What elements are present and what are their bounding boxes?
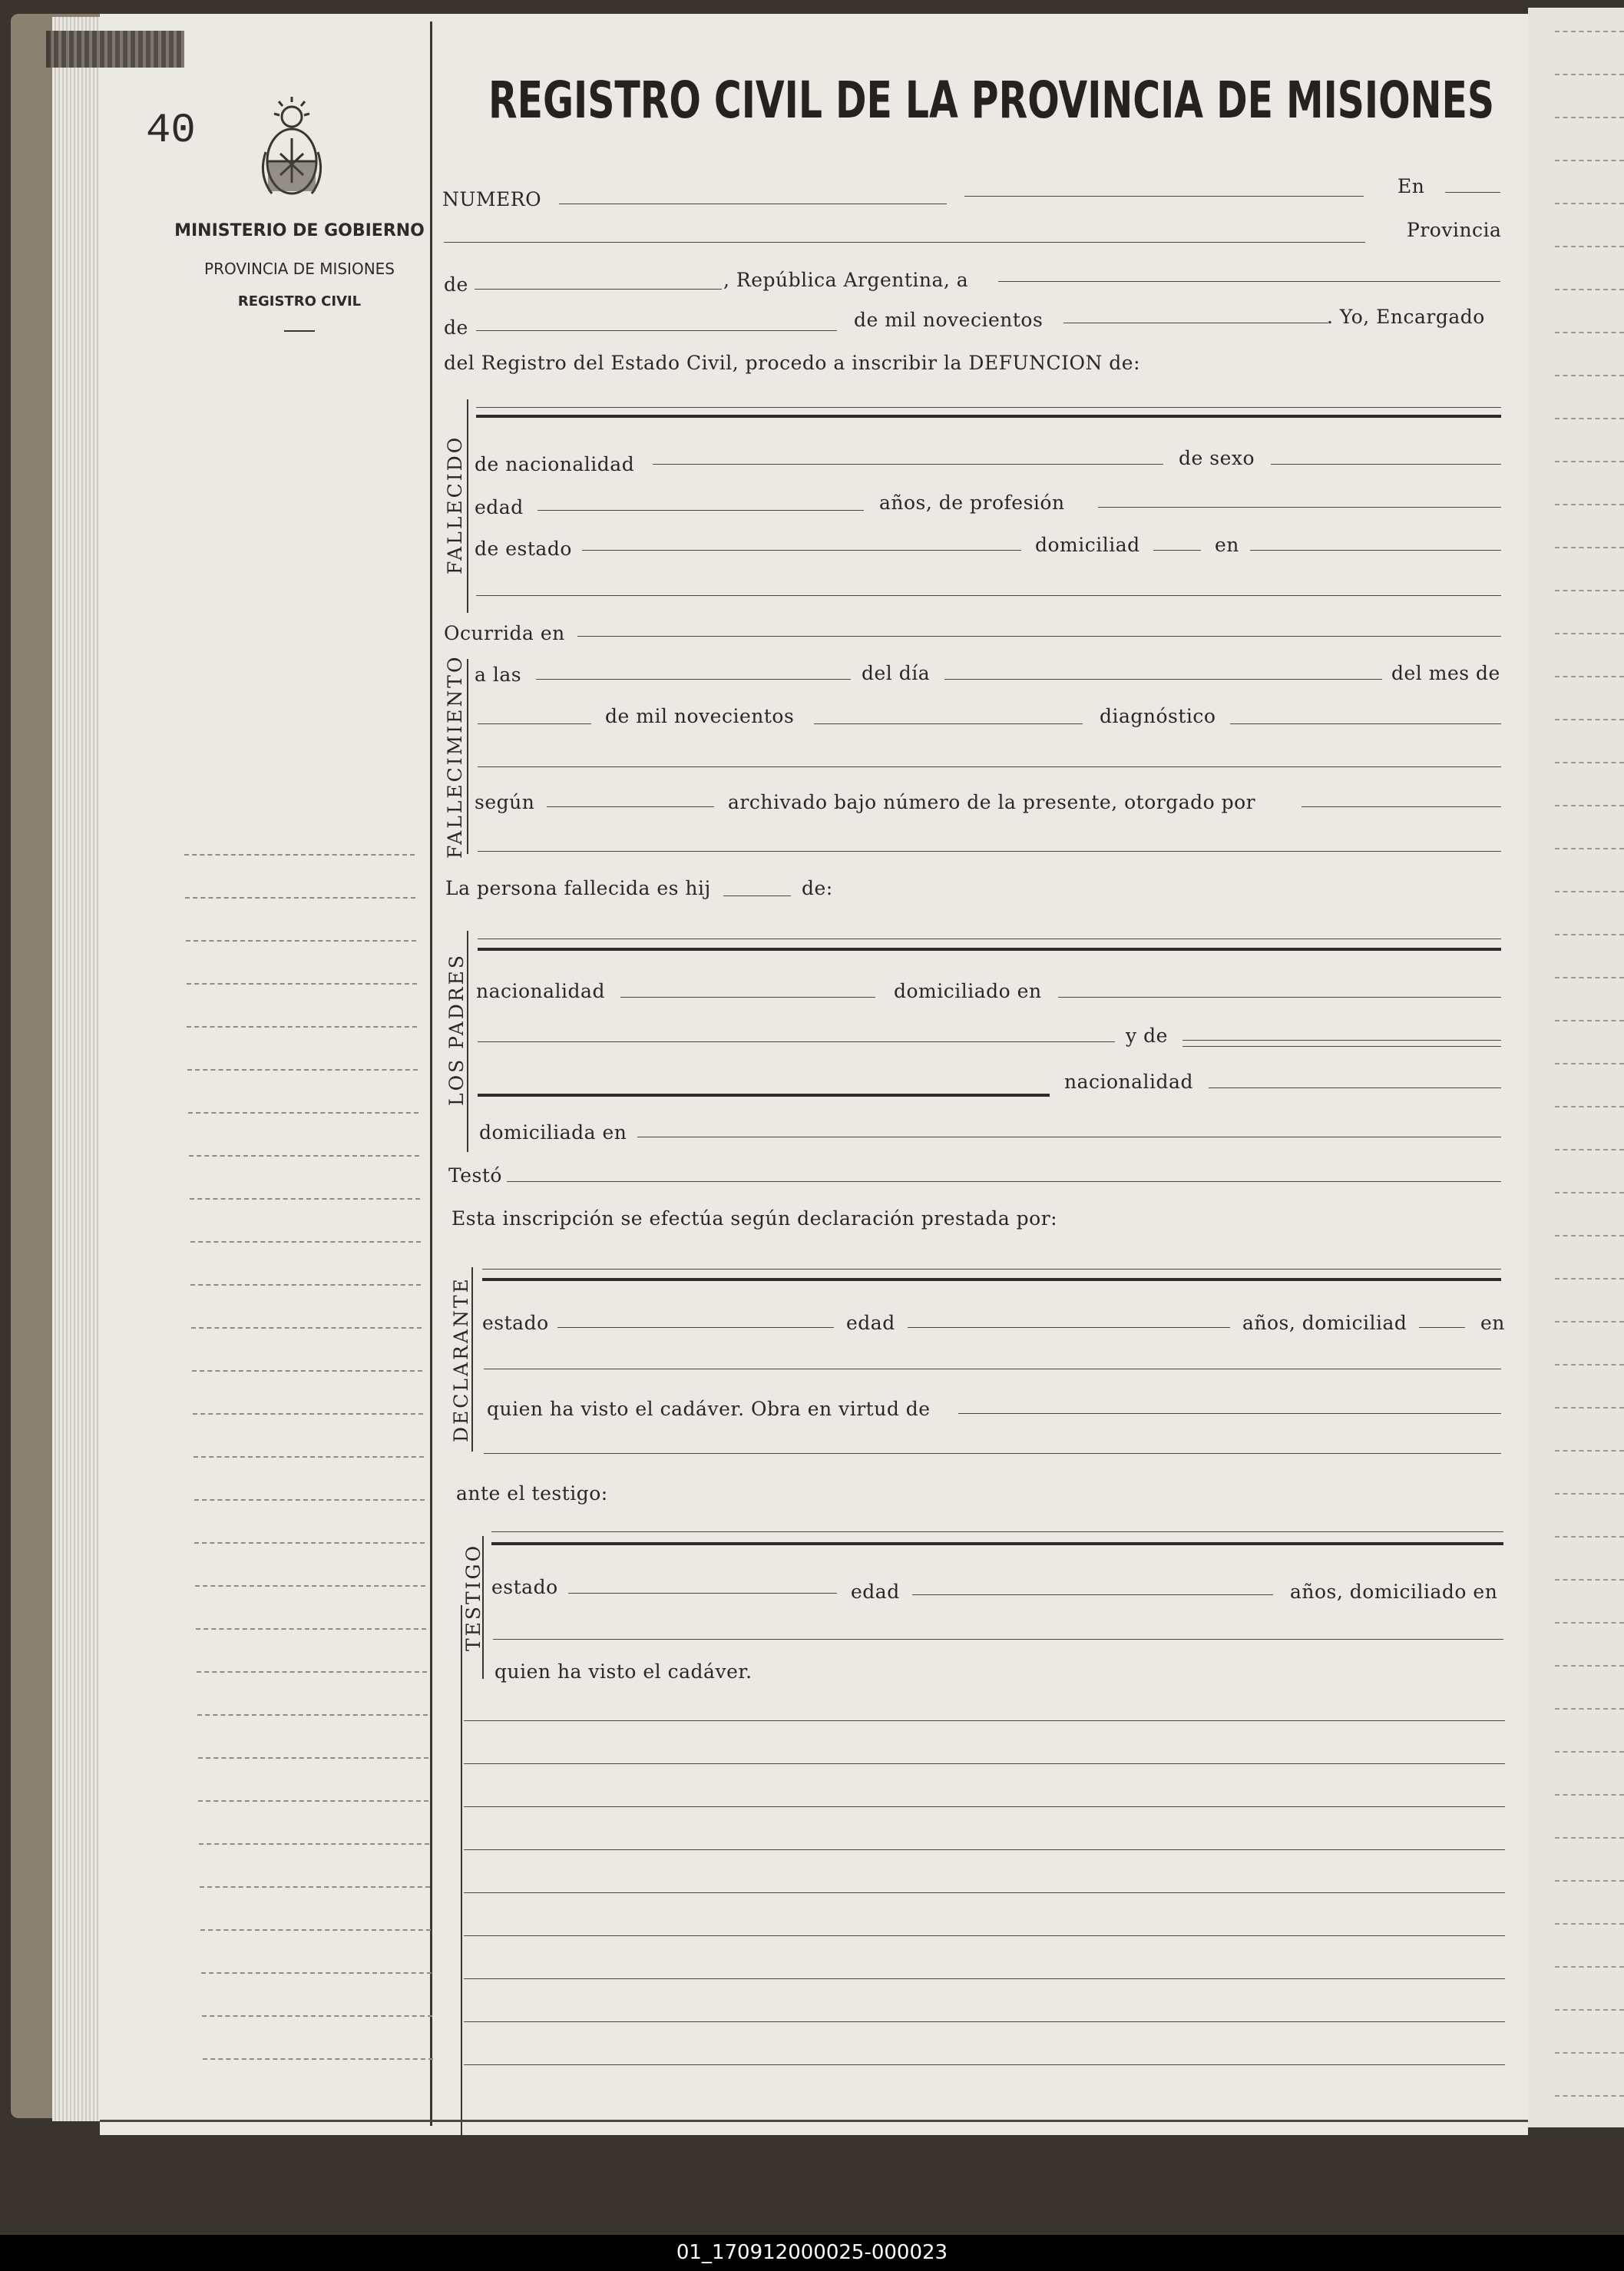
margin-line (195, 1585, 425, 1587)
testigo-intro-label: ante el testigo: (456, 1482, 608, 1505)
declarante-name-line-top (482, 1269, 1501, 1270)
facing-page-line (1555, 1923, 1624, 1925)
facing-page-line (1555, 719, 1624, 720)
testigo-visto-label: quien ha visto el cadáver. (494, 1660, 752, 1683)
facing-page-line (1555, 1579, 1624, 1581)
facing-page-line (1555, 1622, 1624, 1624)
virtud-line (958, 1413, 1501, 1414)
facing-page-line (1555, 1751, 1624, 1753)
madre-line (1182, 1040, 1501, 1041)
margin-line (190, 1241, 421, 1243)
del-mes-label: del mes de (1391, 662, 1500, 684)
page-bottom-rule (100, 2120, 1528, 2122)
diagnostico-label: diagnóstico (1100, 705, 1216, 727)
numero-label: NUMERO (442, 188, 542, 210)
virtud-line-2 (484, 1453, 1501, 1454)
en-line (1445, 192, 1500, 193)
declarante-visto-label: quien ha visto el cadáver. Obra en virtud de (487, 1398, 931, 1420)
domiciliad-line (1153, 550, 1201, 551)
margin-rule (430, 22, 432, 2126)
margin-line (200, 1929, 431, 1931)
profesion-label: años, de profesión (879, 492, 1065, 514)
blank-line (464, 1978, 1505, 1979)
padre-nacionalidad-line (620, 997, 875, 998)
segun-line (547, 806, 714, 807)
facing-page-line (1555, 805, 1624, 806)
ministry-province: PROVINCIA DE MISIONES (204, 260, 395, 278)
a-las-label: a las (475, 664, 522, 686)
diagnostico-line (1230, 723, 1501, 724)
fallecido-label: FALLECIDO (444, 435, 466, 574)
margin-line (192, 1370, 422, 1372)
facing-page-line (1555, 160, 1624, 161)
facing-page-line (1555, 891, 1624, 892)
declarante-domicilio-line (1419, 1327, 1465, 1328)
testigo-name-line (491, 1542, 1503, 1545)
margin-line (189, 1155, 419, 1157)
facing-page-line (1555, 289, 1624, 290)
facing-page-line (1555, 633, 1624, 634)
margin-line (202, 2015, 432, 2017)
facing-page-line (1555, 2095, 1624, 2097)
file-id: 01_170912000025-000023 (0, 2235, 1624, 2271)
fallecido-name-line (476, 415, 1501, 418)
edad-label: edad (475, 496, 524, 518)
facing-page-line (1555, 590, 1624, 591)
facing-page-line (1555, 1106, 1624, 1107)
declarante-estado-line (557, 1327, 834, 1328)
facing-page-line (1555, 418, 1624, 419)
testo-line (507, 1181, 1501, 1182)
margin-line (193, 1456, 424, 1458)
estado-line (582, 550, 1021, 551)
otorgado-line-2 (478, 851, 1501, 852)
blank-line (464, 1892, 1505, 1893)
domiciliado-line (1058, 997, 1501, 998)
margin-line (198, 1800, 428, 1802)
domiciliada-label: domiciliada en (479, 1121, 627, 1144)
mil-label: de mil novecientos (854, 309, 1044, 331)
facing-page-line (1555, 977, 1624, 978)
padres-label: LOS PADRES (445, 953, 468, 1106)
facing-page-line (1555, 1536, 1624, 1538)
facing-page-line (1555, 1278, 1624, 1280)
declarante-edad-line (908, 1327, 1230, 1328)
margin-line (197, 1671, 427, 1673)
segun-label: según (475, 791, 535, 813)
margin-line (190, 1284, 421, 1286)
margin-line (203, 2058, 433, 2060)
margin-line (184, 854, 415, 856)
blank-line (464, 2021, 1505, 2022)
facing-page-line (1555, 762, 1624, 763)
ocurrida-line (577, 636, 1501, 637)
facing-page-line (1555, 1063, 1624, 1064)
profesion-line (1098, 507, 1501, 508)
de-line-1 (475, 289, 722, 290)
facing-page-line (1555, 1450, 1624, 1452)
month-line (476, 330, 837, 331)
margin-line (190, 1198, 420, 1200)
facing-page-line (1555, 934, 1624, 935)
facing-page-line (1555, 203, 1624, 204)
en-line-2 (1250, 550, 1501, 551)
testigo-edad-label: edad (851, 1581, 900, 1603)
facing-page-line (1555, 504, 1624, 505)
facing-page-line (1555, 74, 1624, 75)
lower-rule (461, 1605, 462, 2135)
nacionalidad-line (653, 464, 1163, 465)
de-label-2: de (444, 316, 468, 339)
declarante-edad-label: edad (846, 1312, 895, 1334)
facing-page-line (1555, 1321, 1624, 1323)
provincia-label: Provincia (1407, 219, 1502, 241)
en-label: En (1397, 175, 1425, 197)
coat-of-arms-icon (253, 91, 330, 206)
margin-line (185, 897, 415, 899)
blank-line (464, 1806, 1505, 1807)
edad-line (537, 510, 864, 511)
facing-page-line (1555, 1407, 1624, 1409)
facing-page-line (1555, 676, 1624, 677)
padre-nacionalidad-label: nacionalidad (476, 980, 605, 1002)
estado-label: de estado (475, 538, 572, 560)
register-page (100, 14, 1528, 2135)
margin-line (199, 1843, 429, 1845)
hijo-line (723, 895, 791, 896)
testigo-domicilio-line (493, 1639, 1503, 1640)
blank-line (464, 1849, 1505, 1850)
y-de-label: y de (1126, 1025, 1168, 1047)
testigo-label: TESTIGO (462, 1543, 485, 1651)
margin-line (194, 1542, 425, 1544)
hijo-label: La persona fallecida es hij (445, 877, 711, 899)
del-dia-label: del día (862, 662, 931, 684)
testo-label: Testó (448, 1164, 502, 1187)
facing-page-line (1555, 1235, 1624, 1236)
facing-page-line (1555, 1708, 1624, 1710)
ocurrida-label: Ocurrida en (444, 622, 565, 644)
facing-page-line (1555, 1192, 1624, 1193)
facing-page-line (1555, 2052, 1624, 2054)
de-label-3: de: (802, 877, 833, 899)
republica-label: , República Argentina, a (723, 269, 969, 291)
date-line (998, 281, 1500, 282)
sexo-line (1271, 464, 1501, 465)
mes-line (478, 723, 591, 724)
facing-page-line (1555, 1364, 1624, 1366)
margin-line (191, 1327, 422, 1329)
fallecido-extra-line (476, 595, 1501, 596)
page-title: REGISTRO CIVIL DE LA PROVINCIA DE MISIONES (488, 71, 1495, 130)
defuncion-label: del Registro del Estado Civil, procedo a inscribir la DEFUNCION de: (444, 352, 1140, 374)
facing-page (1528, 8, 1624, 2127)
en-label-2: en (1215, 534, 1239, 556)
nacionalidad-label: de nacionalidad (475, 453, 635, 475)
diagnostico-line-2 (478, 766, 1501, 767)
margin-line (187, 1026, 417, 1028)
declaracion-label: Esta inscripción se efectúa según declaración prestada por: (451, 1207, 1058, 1230)
blank-line (464, 1720, 1505, 1721)
margin-line (188, 1112, 418, 1114)
page-number: 40 (146, 108, 196, 154)
declarante-en-label: en (1480, 1312, 1505, 1334)
margin-line (187, 983, 417, 985)
overwritten-number (46, 31, 184, 68)
facing-page-line (1555, 2009, 1624, 2011)
facing-page-line (1555, 375, 1624, 376)
facing-page-line (1555, 547, 1624, 548)
blank-line (464, 2064, 1505, 2065)
blank-line (464, 1763, 1505, 1764)
domiciliad-label: domiciliad (1035, 534, 1140, 556)
facing-page-line (1555, 1794, 1624, 1796)
fallecido-name-line-top (476, 407, 1501, 408)
ministry-name: MINISTERIO DE GOBIERNO (174, 221, 425, 240)
testigo-edad-line (912, 1594, 1273, 1595)
margin-line (200, 1886, 430, 1888)
margin-line (186, 940, 416, 942)
mil-label-2: de mil novecientos (605, 705, 795, 727)
facing-page-line (1555, 117, 1624, 118)
domicilio-line-2 (478, 1041, 1115, 1042)
facing-page-line (1555, 1493, 1624, 1495)
provincia-line (444, 242, 1365, 243)
testigo-estado-label: estado (491, 1576, 558, 1598)
facing-page-line (1555, 848, 1624, 849)
facing-page-line (1555, 1880, 1624, 1882)
de-label-1: de (444, 273, 468, 296)
hora-line (536, 679, 851, 680)
madre-name-line (478, 1094, 1050, 1097)
facing-page-line (1555, 461, 1624, 462)
facing-page-line (1555, 1665, 1624, 1667)
margin-line (201, 1972, 432, 1974)
declarante-anos-label: años, domiciliad (1242, 1312, 1407, 1334)
facing-page-line (1555, 1837, 1624, 1839)
numero-line-2 (964, 196, 1364, 197)
archivado-label: archivado bajo número de la presente, otorgado por (728, 791, 1256, 813)
ministry-office: REGISTRO CIVIL (237, 293, 362, 310)
facing-page-line (1555, 246, 1624, 247)
margin-line (196, 1628, 426, 1630)
margin-line (187, 1069, 418, 1071)
facing-page-line (1555, 332, 1624, 333)
facing-page-line (1555, 1149, 1624, 1150)
declarante-estado-label: estado (482, 1312, 549, 1334)
testigo-name-line-top (491, 1531, 1503, 1532)
padre-name-line (478, 948, 1501, 951)
fallecido-bracket (467, 399, 468, 613)
margin-line (198, 1757, 428, 1759)
facing-page-line (1555, 1966, 1624, 1968)
facing-page-line (1555, 31, 1624, 32)
testigo-anos-label: años, domiciliado en (1290, 1581, 1498, 1603)
margin-line (197, 1714, 428, 1716)
otorgado-line (1302, 806, 1501, 807)
blank-line (464, 1935, 1505, 1936)
dia-line (944, 679, 1382, 680)
testigo-estado-line (568, 1593, 837, 1594)
sexo-label: de sexo (1179, 447, 1255, 469)
encargado-label: . Yo, Encargado (1327, 306, 1485, 328)
domiciliado-label: domiciliado en (894, 980, 1042, 1002)
ministry-dash (284, 330, 315, 332)
anio-line (814, 723, 1083, 724)
margin-line (193, 1413, 423, 1415)
fallecimiento-label: FALLECIMIENTO (444, 654, 466, 859)
fallecimiento-bracket (467, 659, 468, 854)
declarante-name-line (482, 1278, 1501, 1281)
madre-nacionalidad-label: nacionalidad (1064, 1071, 1193, 1093)
margin-line (194, 1499, 425, 1501)
declarante-label: DECLARANTE (450, 1276, 472, 1442)
facing-page-line (1555, 1020, 1624, 1021)
madre-nacionalidad-line (1209, 1087, 1501, 1088)
madre-line-b (1182, 1046, 1501, 1047)
